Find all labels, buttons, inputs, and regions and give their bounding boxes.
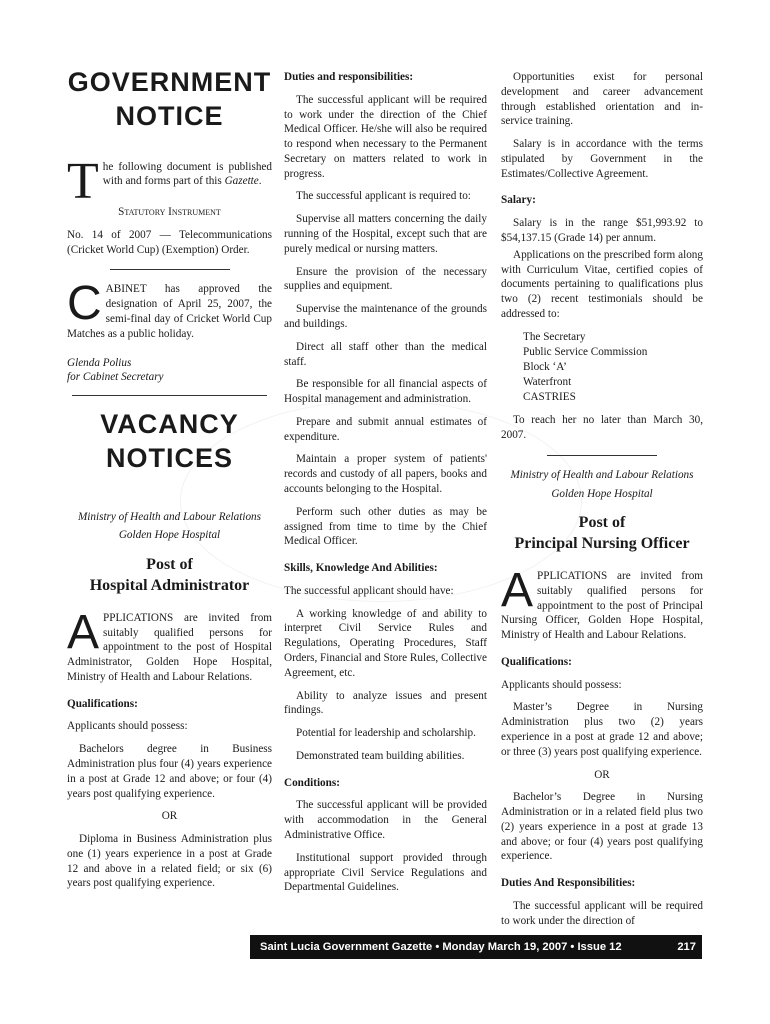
drop-cap: C	[67, 277, 102, 331]
gazette-footer	[250, 935, 702, 959]
government-notice-intro	[67, 152, 272, 210]
address-block	[523, 330, 703, 406]
address-line: Waterfront	[523, 376, 572, 389]
signature-role: for Cabinet Secretary	[67, 371, 164, 384]
drop-cap: T	[67, 152, 99, 210]
or-separator: OR	[594, 768, 610, 781]
qualifications-intro: Applicants should possess:	[67, 720, 188, 733]
qualification-option-2: Bachelor’s Degree in Nursing Administration or in a related field plus two (2) years experience in a post at grade 13 and above; or four (4) years post qualifying experience.	[501, 791, 703, 863]
post-title-line-2: Hospital Administrator	[89, 576, 250, 594]
salary-heading: Salary:	[501, 194, 536, 207]
signature-name: Glenda Polius	[67, 356, 132, 369]
post-title-line-2: Principal Nursing Officer	[514, 535, 690, 553]
right-paragraph: Opportunities exist for personal development and career advancement through established orientation and in-service training.	[501, 71, 703, 128]
post-title	[501, 513, 703, 555]
intro-text: he following document is published with and forms part of this	[102, 160, 272, 188]
qualifications-heading: Qualifications:	[501, 655, 572, 668]
cabinet-notice	[67, 277, 272, 341]
duties-paragraph: The successful applicant will be required to work under the direction of the Chief Medical Officer. He/she will also be required to respond when necessary to the Permanent Secretary on matters related to work in progress.	[284, 93, 487, 180]
duties-heading: Duties and responsibilities:	[284, 71, 414, 83]
address-line: The Secretary	[523, 330, 586, 343]
qualifications-intro: Applicants should possess:	[501, 678, 622, 691]
duties-paragraph: Supervise the maintenance of the grounds and buildings.	[284, 303, 487, 330]
or-separator: OR	[161, 810, 178, 823]
skills-paragraph: Demonstrated team building abilities.	[296, 749, 465, 762]
applications-paragraph	[501, 563, 703, 643]
address-line: Public Service Commission	[523, 345, 648, 358]
hospital-name: Golden Hope Hospital	[551, 487, 653, 500]
conditions-paragraph: Institutional support provided through appropriate Civil Service Regulations and Departmental Guidelines.	[284, 851, 487, 894]
salary-paragraph: Salary is in the range $51,993.92 to $54,137.15 (Grade 14) per annum.	[501, 217, 703, 245]
applications-paragraph	[67, 605, 272, 685]
qualifications-heading: Qualifications:	[67, 697, 138, 710]
duties-paragraph: The successful applicant will be required to work under the direction of	[501, 900, 703, 927]
skills-paragraph: Potential for leadership and scholarship.	[296, 727, 476, 740]
deadline-paragraph: To reach her no later than March 30, 2007.	[501, 414, 703, 442]
duties-paragraph: The successful applicant is required to:	[296, 190, 471, 203]
vacancy-notices-heading	[67, 408, 272, 476]
conditions-heading: Conditions:	[284, 776, 340, 789]
cabinet-text: ABINET has approved the designation of April 25, 2007, the semi-final day of Cricket World Cup Matches as a public holiday.	[67, 283, 272, 340]
post-title-line-1: Post of	[146, 556, 193, 574]
post-title-line-1: Post of	[578, 514, 626, 532]
duties-paragraph: Be responsible for all financial aspects of Hospital management and administration.	[284, 378, 487, 406]
divider	[110, 269, 230, 270]
left-column	[67, 66, 272, 899]
duties-paragraph: Perform such other duties as may be assigned from time to time by the Chief Medical Officer.	[284, 505, 487, 548]
gazette-word: Gazette	[224, 175, 259, 188]
skills-paragraph: Ability to analyze issues and present findings.	[284, 689, 487, 717]
intro-end: .	[258, 175, 262, 188]
duties-paragraph: Ensure the provision of the necessary supplies and equipment.	[284, 265, 487, 293]
duties-paragraph: Prepare and submit annual estimates of expenditure.	[284, 415, 487, 443]
drop-cap: A	[501, 563, 534, 617]
applications-text: PPLICATIONS are invited from suitably qualified persons for appointment to the post of Hospital Administrator, Golden Hope Hospital, Ministry of Health and Labour Relations.	[67, 611, 272, 683]
duties-heading: Duties And Responsibilities:	[501, 877, 636, 890]
skills-intro: The successful applicant should have:	[284, 584, 454, 597]
qualification-option-2: Diploma in Business Administration plus one (1) years experience in a post at Grade 12 and above in a related field; or six (6) years post qualifying experience.	[67, 833, 272, 890]
qualification-option-1: Master’s Degree in Nursing Administration plus two (2) years experience in a post at grade 12 and above; or three (3) years post qualifying experience.	[501, 701, 703, 758]
right-paragraph: Salary is in accordance with the terms stipulated by Government in the Estimates/Collective Agreement.	[501, 138, 703, 180]
ministry-name: Ministry of Health and Labour Relations	[510, 468, 694, 481]
qualification-option-1: Bachelors degree in Business Administration plus four (4) years experience in a post at Grade 12 and above; or four (4) years post qualifying experience.	[67, 743, 272, 800]
divider	[72, 395, 267, 396]
statutory-instrument-label: Statutory Instrument	[118, 206, 221, 219]
skills-paragraph: A working knowledge of and ability to interpret Civil Service Rules and Regulations, Operating Procedures, Staff Orders, Financial and Store Rules, Collective Agreement, etc.	[284, 607, 487, 679]
heading-line-1: VACANCY	[100, 409, 239, 440]
heading-line-2: NOTICE	[115, 100, 224, 131]
skills-heading: Skills, Knowledge And Abilities:	[284, 562, 438, 575]
post-title	[67, 555, 272, 597]
government-notice-heading	[67, 66, 272, 134]
address-line: CASTRIES	[523, 391, 576, 404]
duties-paragraph: Supervise all matters concerning the daily running of the Hospital, except such that are purely medical or nursing matters.	[284, 213, 487, 255]
heading-line-2: NOTICES	[105, 442, 233, 473]
footer-title: Saint Lucia Government Gazette • Monday March 19, 2007 • Issue 12	[260, 941, 622, 953]
page-number: 217	[677, 941, 696, 953]
right-column	[501, 66, 703, 937]
conditions-paragraph: The successful applicant will be provided with accommodation in the General Administrative Office.	[284, 799, 487, 842]
applications-instructions: Applications on the prescribed form along with Curriculum Vitae, certified copies of documents pertaining to qualifications plus two (2) recent testimonials should be addressed to:	[501, 248, 703, 320]
address-line: Block ‘A’	[523, 360, 567, 373]
ministry-name: Ministry of Health and Labour Relations	[77, 510, 262, 523]
middle-column	[284, 66, 487, 903]
duties-paragraph: Maintain a proper system of patients' records and custody of all papers, books and accounts belonging to the Hospital.	[284, 453, 487, 495]
statutory-instrument-title: No. 14 of 2007 — Telecommunications (Cricket World Cup) (Exemption) Order.	[67, 228, 272, 256]
divider	[547, 455, 657, 456]
hospital-name: Golden Hope Hospital	[118, 529, 221, 542]
heading-line-1: GOVERNMENT	[67, 67, 272, 97]
duties-paragraph: Direct all staff other than the medical staff.	[284, 340, 487, 368]
applications-text: PPLICATIONS are invited from suitably qualified persons for appointment to the post of Principal Nursing Officer, Golden Hope Hospital, Ministry of Health and Labour Relations.	[501, 569, 703, 642]
drop-cap: A	[67, 605, 100, 659]
